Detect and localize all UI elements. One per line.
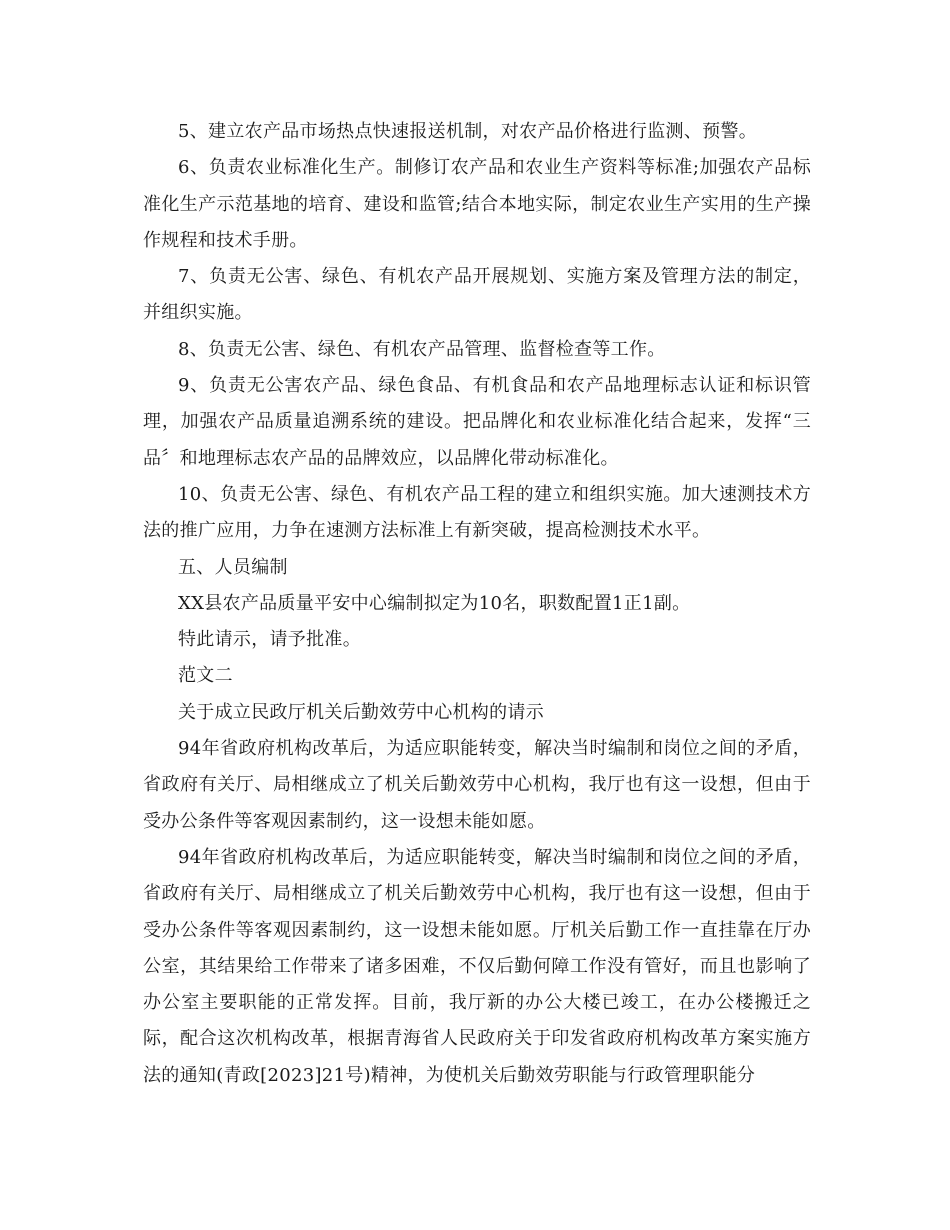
- body-paragraph: 94年省政府机构改革后，为适应职能转变，解决当时编制和岗位之间的矛盾，省政府有关厅、局相继成立了机关后勤效劳中心机构，我厅也有这一设想，但由于受办公条件等客观因素制约，这一设想未能如愿。: [143, 738, 811, 832]
- closing-request: 特此请示，请予批准。: [178, 629, 361, 651]
- body-paragraph: 94年省政府机构改革后，为适应职能转变，解决当时编制和岗位之间的矛盾，省政府有关厅、局相继成立了机关后勤效劳中心机构，我厅也有这一设想，但由于受办公条件等客观因素制约，这一设想未能如愿。厅机关后勤工作一直挂靠在厅办公室，其结果给工作带来了诸多困难，不仅后勤何障工作没有管好，而且也影响了办公室主要职能的正常发挥。目前，我厅新的办公大楼已竣工，在办公楼搬迁之际，配合这次机构改革，根据青海省人民政府关于印发省政府机构改革方案实施方法的通知(青政[2023]21号)精神，为使机关后勤效劳职能与行政管理职能分: [143, 846, 811, 1086]
- paragraph-item-10: 10、负责无公害、绿色、有机农产品工程的建立和组织实施。加大速测技术方法的推广应用，力争在速测方法标准上有新突破，提高检测技术水平。: [143, 483, 811, 542]
- section-heading-staffing: 五、人员编制: [178, 556, 288, 578]
- staffing-paragraph: XX县农产品质量平安中心编制拟定为10名，职数配置1正1副。: [178, 592, 691, 614]
- paragraph-item-8: 8、负责无公害、绿色、有机农产品管理、监督检查等工作。: [178, 338, 666, 360]
- paragraph-item-7: 7、负责无公害、绿色、有机农产品开展规划、实施方案及管理方法的制定，并组织实施。: [143, 266, 811, 324]
- sample-two-label: 范文二: [178, 665, 233, 687]
- paragraph-item-9: 9、负责无公害农产品、绿色食品、有机食品和农产品地理标志认证和标识管理，加强农产品质量追溯系统的建设。把品牌化和农业标准化结合起来，发挥“三品〞和地理标志农产品的品牌效应，以品牌化带动标准化。: [143, 375, 811, 469]
- paragraph-item-6: 6、负责农业标准化生产。制修订农产品和农业生产资料等标准;加强农产品标准化生产示范基地的培育、建设和监管;结合本地实际，制定农业生产实用的生产操作规程和技术手册。: [143, 157, 811, 251]
- paragraph-item-5: 5、建立农产品市场热点快速报送机制，对农产品价格进行监测、预警。: [178, 121, 758, 142]
- document-body: [143, 114, 811, 1094]
- sample-two-title: 关于成立民政厅机关后勤效劳中心机构的请示: [178, 701, 544, 723]
